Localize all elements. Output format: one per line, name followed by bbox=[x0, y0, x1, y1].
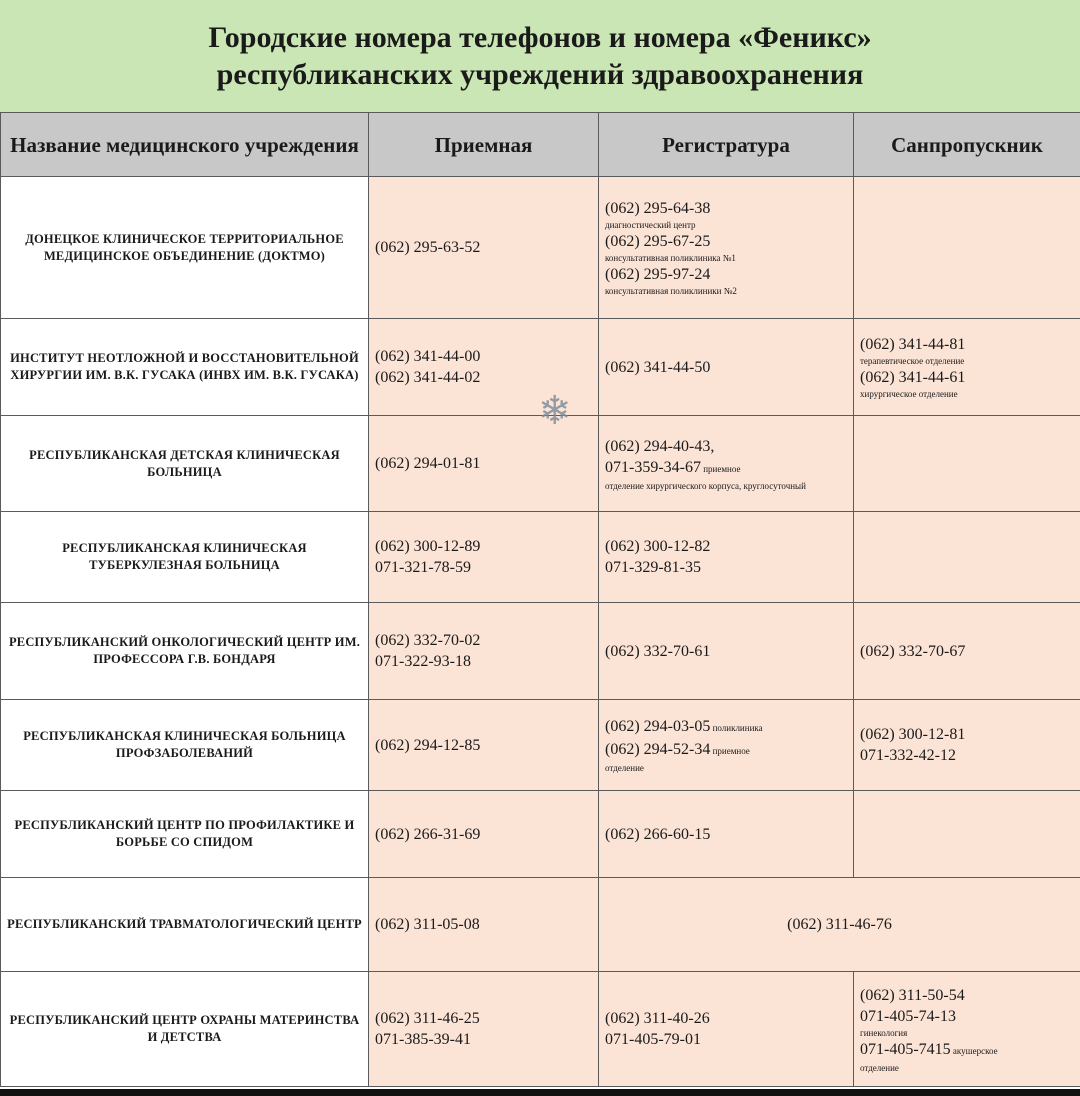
registry-note: отделение bbox=[605, 763, 644, 773]
sanitary-phone bbox=[860, 367, 1074, 388]
header-name: Название медицинского учреждения bbox=[1, 113, 369, 177]
reception-phone-number: 071-322-93-18 bbox=[375, 653, 471, 670]
header-sanitary: Санпропускник bbox=[854, 113, 1080, 177]
sanitary-cell bbox=[854, 319, 1080, 416]
registry-cell bbox=[599, 512, 854, 603]
sanitary-note: терапевтическое отделение bbox=[860, 356, 965, 366]
reception-phone-number: 071-385-39-41 bbox=[375, 1031, 471, 1048]
registry-phone-number: 071-359-34-67 bbox=[605, 458, 701, 476]
registry-phone-number: (062) 332-70-61 bbox=[605, 642, 711, 660]
sanitary-cell bbox=[854, 791, 1080, 878]
registry-phone bbox=[605, 536, 847, 557]
reception-phone bbox=[375, 557, 592, 578]
registry-phone bbox=[605, 824, 847, 845]
sanitary-cell bbox=[854, 416, 1080, 512]
reception-phone-number: (062) 341-44-02 bbox=[375, 369, 481, 386]
registry-cell bbox=[599, 416, 854, 512]
registry-cell bbox=[599, 972, 854, 1087]
registry-phone-number: (062) 295-64-38 bbox=[605, 200, 711, 217]
table-row bbox=[1, 878, 1080, 972]
sanitary-phone bbox=[860, 724, 1074, 745]
institution-name: РЕСПУБЛИКАНСКАЯ КЛИНИЧЕСКАЯ ТУБЕРКУЛЕЗНАЯ БОЛЬНИЦА bbox=[1, 512, 369, 603]
institution-name: РЕСПУБЛИКАНСКАЯ КЛИНИЧЕСКАЯ БОЛЬНИЦА ПРОФЗАБОЛЕВАНИЙ bbox=[1, 700, 369, 791]
sanitary-phone-number: 071-405-74-13 bbox=[860, 1007, 956, 1025]
reception-phone bbox=[375, 453, 592, 474]
sanitary-phone-number: (062) 341-44-81 bbox=[860, 336, 966, 353]
sanitary-phone bbox=[860, 1006, 1074, 1027]
table-row bbox=[1, 177, 1080, 319]
sanitary-phone bbox=[860, 641, 1074, 662]
registry-inline-note: поликлиника bbox=[710, 723, 763, 733]
reception-phone-number: (062) 311-05-08 bbox=[375, 916, 480, 933]
reception-cell bbox=[369, 700, 599, 791]
registry-phone-number: (062) 295-97-24 bbox=[605, 266, 711, 283]
reception-phone bbox=[375, 1029, 592, 1050]
sanitary-phone bbox=[860, 334, 1074, 355]
institution-name: РЕСПУБЛИКАНСКИЙ ТРАВМАТОЛОГИЧЕСКИЙ ЦЕНТР bbox=[1, 878, 369, 972]
sanitary-phone bbox=[860, 985, 1074, 1006]
sanitary-phone-number: 071-332-42-12 bbox=[860, 747, 956, 764]
reception-phone bbox=[375, 367, 592, 388]
registry-phone-number: (062) 311-40-26 bbox=[605, 1010, 710, 1027]
reception-phone-number: (062) 341-44-00 bbox=[375, 348, 481, 365]
reception-cell bbox=[369, 791, 599, 878]
institution-name: РЕСПУБЛИКАНСКАЯ ДЕТСКАЯ КЛИНИЧЕСКАЯ БОЛЬНИЦА bbox=[1, 416, 369, 512]
reception-phone-number: (062) 332-70-02 bbox=[375, 632, 481, 649]
registry-inline-note: приемное bbox=[700, 463, 741, 474]
registry-phone-number: (062) 300-12-82 bbox=[605, 538, 711, 555]
reception-phone-number: 071-321-78-59 bbox=[375, 559, 471, 576]
sanitary-phone-number: (062) 332-70-67 bbox=[860, 642, 966, 660]
sanitary-phone bbox=[860, 1039, 1074, 1062]
reception-phone-number: (062) 266-31-69 bbox=[375, 825, 481, 843]
sanitary-phone bbox=[860, 745, 1074, 766]
phone-table bbox=[0, 112, 1080, 1087]
institution-name: РЕСПУБЛИКАНСКИЙ ЦЕНТР ОХРАНЫ МАТЕРИНСТВА И ДЕТСТВА bbox=[1, 972, 369, 1087]
reception-phone bbox=[375, 1008, 592, 1029]
table-row bbox=[1, 700, 1080, 791]
reception-phone bbox=[375, 630, 592, 651]
reception-phone bbox=[375, 346, 592, 367]
registry-phone bbox=[605, 1008, 847, 1029]
sanitary-cell bbox=[854, 700, 1080, 791]
reception-phone bbox=[375, 237, 592, 258]
table-row bbox=[1, 603, 1080, 700]
registry-cell bbox=[599, 319, 854, 416]
sanitary-cell bbox=[854, 512, 1080, 603]
reception-cell bbox=[369, 878, 599, 972]
registry-cell bbox=[599, 177, 854, 319]
registry-phone-number: (062) 294-52-34 bbox=[605, 741, 711, 758]
reception-phone-number: (062) 311-46-25 bbox=[375, 1010, 480, 1027]
registry-phone bbox=[605, 436, 847, 457]
registry-phone-number: (062) 294-40-43, bbox=[605, 437, 715, 455]
reception-phone bbox=[375, 824, 592, 845]
registry-note: отделение хирургического корпуса, круглосуточный bbox=[605, 480, 806, 491]
registry-phone-number: (062) 294-03-05 bbox=[605, 718, 711, 735]
registry-phone bbox=[605, 357, 847, 378]
title-banner bbox=[0, 0, 1080, 114]
registry-note: консультативная поликлиники №2 bbox=[605, 286, 737, 296]
reception-phone bbox=[375, 735, 592, 756]
registry-phone bbox=[605, 557, 847, 578]
sanitary-inline-note: акушерское bbox=[950, 1045, 998, 1056]
registry-note: консультативная поликлиника №1 bbox=[605, 253, 736, 263]
title-line-2: республиканских учреждений здравоохранения bbox=[216, 58, 864, 91]
merged-phone-cell: (062) 311-46-76 bbox=[599, 878, 1080, 972]
header-row bbox=[1, 113, 1080, 177]
reception-cell bbox=[369, 512, 599, 603]
reception-phone bbox=[375, 536, 592, 557]
registry-phone bbox=[605, 739, 847, 762]
sanitary-note: отделение bbox=[860, 1062, 899, 1073]
snowflake-icon: ❄ bbox=[538, 388, 572, 434]
title-line-1: Городские номера телефонов и номера «Феникс» bbox=[208, 21, 872, 54]
registry-phone-number: 071-405-79-01 bbox=[605, 1031, 701, 1048]
registry-note: диагностический центр bbox=[605, 220, 696, 230]
bottom-edge bbox=[0, 1089, 1080, 1096]
institution-name: РЕСПУБЛИКАНСКИЙ ОНКОЛОГИЧЕСКИЙ ЦЕНТР ИМ. ПРОФЕССОРА Г.В. БОНДАРЯ bbox=[1, 603, 369, 700]
registry-phone-number: (062) 266-60-15 bbox=[605, 825, 711, 843]
header-registry: Регистратура bbox=[599, 113, 854, 177]
sanitary-note: гинекология bbox=[860, 1027, 908, 1038]
registry-phone bbox=[605, 231, 847, 252]
sanitary-cell bbox=[854, 177, 1080, 319]
table-row bbox=[1, 791, 1080, 878]
registry-cell bbox=[599, 603, 854, 700]
sanitary-note: хирургическое отделение bbox=[860, 389, 958, 399]
header-reception: Приемная bbox=[369, 113, 599, 177]
table-row bbox=[1, 972, 1080, 1087]
registry-phone bbox=[605, 457, 847, 480]
registry-inline-note: приемное bbox=[710, 746, 750, 756]
sanitary-phone-number: (062) 311-50-54 bbox=[860, 986, 965, 1004]
registry-cell bbox=[599, 700, 854, 791]
registry-phone bbox=[605, 641, 847, 662]
registry-phone-number: (062) 341-44-50 bbox=[605, 358, 711, 376]
registry-phone-number: 071-329-81-35 bbox=[605, 559, 701, 576]
sanitary-phone-number: 071-405-7415 bbox=[860, 1040, 951, 1058]
sanitary-phone-number: (062) 300-12-81 bbox=[860, 726, 966, 743]
reception-phone bbox=[375, 651, 592, 672]
registry-phone bbox=[605, 264, 847, 285]
registry-phone bbox=[605, 198, 847, 219]
reception-phone-number: (062) 294-12-85 bbox=[375, 736, 481, 754]
reception-phone bbox=[375, 914, 592, 935]
reception-phone-number: (062) 294-01-81 bbox=[375, 455, 481, 472]
registry-phone bbox=[605, 1029, 847, 1050]
reception-cell bbox=[369, 603, 599, 700]
table-row bbox=[1, 512, 1080, 603]
reception-phone-number: (062) 300-12-89 bbox=[375, 538, 481, 555]
sanitary-phone-number: (062) 341-44-61 bbox=[860, 369, 966, 386]
institution-name: ИНСТИТУТ НЕОТЛОЖНОЙ И ВОССТАНОВИТЕЛЬНОЙ ХИРУРГИИ ИМ. В.К. ГУСАКА (ИНВХ ИМ. В.К. ГУСАКА) bbox=[1, 319, 369, 416]
sanitary-cell bbox=[854, 972, 1080, 1087]
registry-phone bbox=[605, 716, 847, 739]
institution-name: ДОНЕЦКОЕ КЛИНИЧЕСКОЕ ТЕРРИТОРИАЛЬНОЕ МЕДИЦИНСКОЕ ОБЪЕДИНЕНИЕ (ДОКТМО) bbox=[1, 177, 369, 319]
institution-name: РЕСПУБЛИКАНСКИЙ ЦЕНТР ПО ПРОФИЛАКТИКЕ И БОРЬБЕ СО СПИДОМ bbox=[1, 791, 369, 878]
reception-phone-number: (062) 295-63-52 bbox=[375, 239, 481, 256]
registry-phone-number: (062) 295-67-25 bbox=[605, 233, 711, 250]
reception-cell bbox=[369, 177, 599, 319]
registry-cell bbox=[599, 791, 854, 878]
reception-cell bbox=[369, 972, 599, 1087]
sanitary-cell bbox=[854, 603, 1080, 700]
